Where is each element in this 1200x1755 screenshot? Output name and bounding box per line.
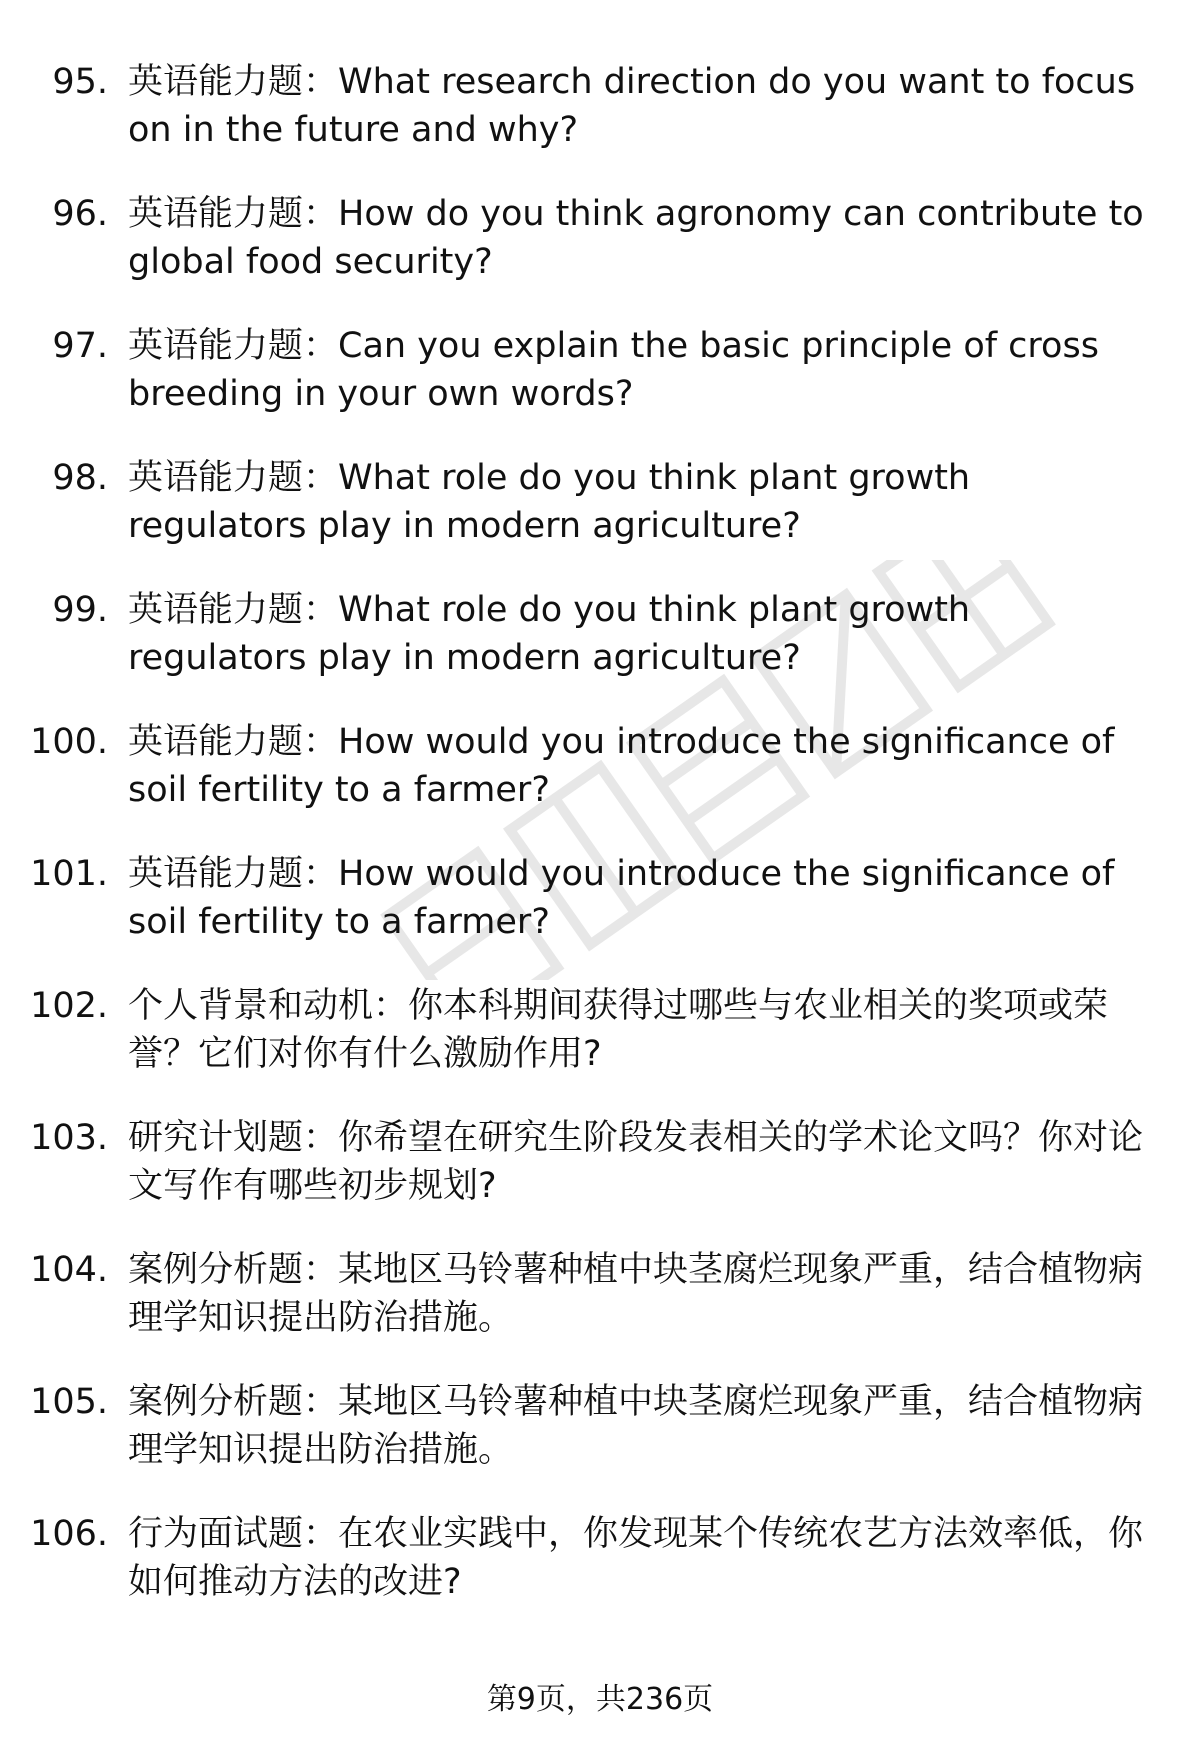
question-number: 97. xyxy=(52,326,108,366)
question-text: 英语能力题：How do you think agronomy can contribute to global food security? xyxy=(128,194,1144,282)
question-text: 案例分析题：某地区马铃薯种植中块茎腐烂现象严重，结合植物病理学知识提出防治措施。 xyxy=(128,1250,1144,1338)
list-item xyxy=(0,190,1200,322)
question-text: 案例分析题：某地区马铃薯种植中块茎腐烂现象严重，结合植物病理学知识提出防治措施。 xyxy=(128,1382,1144,1470)
list-item xyxy=(0,454,1200,586)
list-item xyxy=(0,58,1200,190)
list-item xyxy=(0,1510,1200,1642)
list-item xyxy=(0,718,1200,850)
question-text: 英语能力题：What role do you think plant growth regulators play in modern agriculture? xyxy=(128,590,971,678)
question-text: 英语能力题：How would you introduce the significance of soil fertility to a farmer? xyxy=(128,722,1115,810)
list-item xyxy=(0,982,1200,1114)
question-number: 98. xyxy=(52,458,108,498)
list-item xyxy=(0,850,1200,982)
question-text: 英语能力题：How would you introduce the significance of soil fertility to a farmer? xyxy=(128,854,1115,942)
question-number: 103. xyxy=(30,1118,108,1158)
question-text: 研究计划题：你希望在研究生阶段发表相关的学术论文吗？你对论文写作有哪些初步规划? xyxy=(128,1118,1144,1206)
question-number: 102. xyxy=(30,986,108,1026)
question-text: 行为面试题：在农业实践中，你发现某个传统农艺方法效率低，你如何推动方法的改进? xyxy=(128,1514,1144,1602)
question-number: 95. xyxy=(52,62,108,102)
list-item xyxy=(0,322,1200,454)
question-text: 英语能力题：What research direction do you want to focus on in the future and why? xyxy=(128,62,1136,150)
question-number: 104. xyxy=(30,1250,108,1290)
question-text: 英语能力题：Can you explain the basic principle of cross breeding in your own words? xyxy=(128,326,1099,414)
question-number: 101. xyxy=(30,854,108,894)
question-number: 100. xyxy=(30,722,108,762)
question-list xyxy=(0,58,1200,1642)
question-text: 个人背景和动机：你本科期间获得过哪些与农业相关的奖项或荣誉？它们对你有什么激励作用? xyxy=(128,986,1109,1074)
list-item xyxy=(0,1114,1200,1246)
page-footer: 第9页，共236页 xyxy=(486,1682,714,1717)
question-number: 106. xyxy=(30,1514,108,1554)
list-item xyxy=(0,586,1200,718)
question-text: 英语能力题：What role do you think plant growth regulators play in modern agriculture? xyxy=(128,458,971,546)
list-item xyxy=(0,1246,1200,1378)
question-number: 96. xyxy=(52,194,108,234)
list-item xyxy=(0,1378,1200,1510)
question-number: 99. xyxy=(52,590,108,630)
question-number: 105. xyxy=(30,1382,108,1422)
